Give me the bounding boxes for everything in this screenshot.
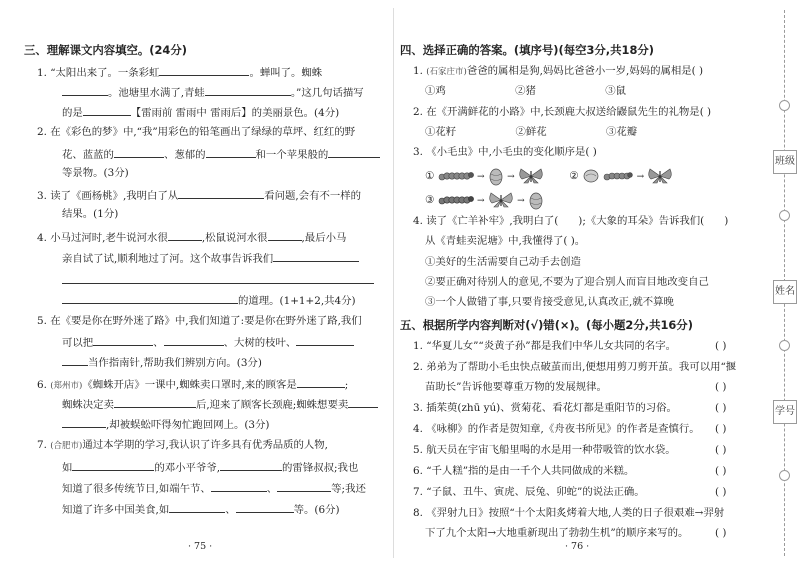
q3-6-line3: ,却被蜈蚣吓得匆忙跑回网上。(3分) <box>62 416 270 432</box>
region-tag: (郑州市) <box>50 381 83 391</box>
judge-answer-paren[interactable]: ( ) <box>715 465 727 477</box>
q3-4-line4: 的道理。(1+1+2,共4分) <box>62 292 356 308</box>
left-page <box>0 0 395 566</box>
student-id-field[interactable]: 学号 <box>773 400 797 424</box>
answer-blank[interactable] <box>211 480 267 492</box>
answer-blank[interactable] <box>277 480 331 492</box>
answer-blank[interactable] <box>114 396 196 408</box>
q4-3-options-row2: ③ → → <box>425 188 544 212</box>
judge-answer-paren[interactable]: ( ) <box>715 402 727 414</box>
q3-7-line2: 如 的邓小平爷爷, 的雷锋叔叔;我也 <box>62 459 358 475</box>
q3-6-line1: 6. (郑州市)《蜘蛛开店》一课中,蜘蛛卖口罩时,来的顾客是 ; <box>37 376 348 393</box>
q4-2-text: 2. 在《开满鲜花的小路》中,长颈鹿大叔送给鼹鼠先生的礼物是( ) <box>413 106 712 118</box>
q3-5-line3: 当作指南针,帮助我们辨别方向。(3分) <box>62 354 262 370</box>
caterpillar-icon <box>603 169 633 183</box>
binding-hole <box>779 210 790 221</box>
q3-1-line1: 1. “太阳出来了。一条彩虹 。蝉叫了。蜘蛛 <box>37 64 322 80</box>
answer-blank[interactable] <box>62 354 88 366</box>
option: ③鼠 <box>605 85 626 97</box>
judge-item: 4. 《咏柳》的作者是贺知章,《舟夜书所见》的作者是查慎行。 <box>413 423 700 435</box>
q3-4-line1: 4. 小马过河时,老牛说河水很 ,松鼠说河水很 ,最后小马 <box>37 229 346 245</box>
judge-item-cont: 下了九个太阳→大地重新现出了勃勃生机”的顺序来写的。 <box>425 527 689 539</box>
q3-5-line1: 5. 在《要是你在野外迷了路》中,我们知道了:要是你在野外迷了路,我们 <box>37 315 362 327</box>
option: ③一个人做错了事,只要肯接受意见,认真改正,就不算晚 <box>425 296 674 308</box>
q3-7-line1: 7. (合肥市)通过本学期的学习,我认识了许多具有优秀品质的人物, <box>37 439 328 451</box>
answer-blank[interactable] <box>220 459 282 471</box>
q3-6-line2: 蜘蛛决定卖 后,迎来了顾客长颈鹿;蜘蛛想要卖 <box>62 396 378 412</box>
answer-blank[interactable] <box>72 459 154 471</box>
answer-blank[interactable] <box>62 84 108 96</box>
q3-7-line3: 知道了很多传统节日,如端午节、 、 等;我还 <box>62 480 366 496</box>
answer-blank[interactable] <box>206 146 256 158</box>
answer-blank[interactable] <box>168 229 202 241</box>
q4-1-text: 1. (石家庄市)爸爸的属相是狗,妈妈比爸爸小一岁,妈妈的属相是( ) <box>413 65 704 77</box>
section3-title: 三、理解课文内容填空。(24分) <box>24 43 187 57</box>
egg-icon <box>582 168 600 184</box>
judge-item: 2. 弟弟为了帮助小毛虫快点破茧而出,便想用剪刀剪开茧。我可以用“揠 <box>413 361 737 373</box>
class-field[interactable]: 班级 <box>773 150 797 174</box>
butterfly-icon <box>488 191 514 209</box>
option: ①花籽 <box>425 126 457 138</box>
q3-5-line2: 可以把 、 、大树的枝叶、 <box>62 334 354 350</box>
judge-answer-paren[interactable]: ( ) <box>715 527 727 539</box>
q3-2-line3: 等景物。(3分) <box>62 167 129 179</box>
option: ③ <box>425 194 435 206</box>
cocoon-icon <box>528 190 544 210</box>
answer-blank[interactable] <box>328 146 380 158</box>
page-divider <box>393 8 394 558</box>
answer-blank[interactable] <box>93 334 153 346</box>
answer-blank[interactable] <box>62 416 106 428</box>
butterfly-icon <box>518 167 544 185</box>
judge-item: 1. “华夏儿女”“炎黄子孙”都是我们中华儿女共同的名字。 <box>413 340 677 352</box>
page-number-left: · 75 · <box>188 541 213 552</box>
judge-answer-paren[interactable]: ( ) <box>715 381 727 393</box>
answer-blank[interactable] <box>62 272 374 284</box>
answer-blank[interactable] <box>348 396 378 408</box>
q3-1-line3: 的是 【雷雨前 雷雨中 雷雨后】的美丽景色。(4分) <box>62 104 339 120</box>
binding-hole <box>779 100 790 111</box>
judge-item: 7. “子鼠、丑牛、寅虎、辰兔、卯蛇”的说法正确。 <box>413 486 645 498</box>
section5-title: 五、根据所学内容判断对(√)错(×)。(每小题2分,共16分) <box>400 318 693 332</box>
section4-title: 四、选择正确的答案。(填序号)(每空3分,共18分) <box>400 43 654 57</box>
q3-3-line2: 结果。(1分) <box>62 208 119 220</box>
judge-answer-paren[interactable]: ( ) <box>715 423 727 435</box>
q3-3-line1: 3. 读了《画杨桃》,我明白了从 看问题,会有不一样的 <box>37 187 361 203</box>
option: ②鲜花 <box>515 126 547 138</box>
binding-strip <box>768 0 800 566</box>
option: ①鸡 <box>425 85 446 97</box>
right-page <box>395 0 800 566</box>
region-tag: (合肥市) <box>50 441 83 451</box>
judge-item: 6. “千人糕”指的是由一千个人共同做成的米糕。 <box>413 465 635 477</box>
answer-blank[interactable] <box>236 501 294 513</box>
page-number-right: · 76 · <box>565 541 590 552</box>
q3-2-line1: 2. 在《彩色的梦》中,“我”用彩色的铅笔画出了绿绿的草坪、红红的野 <box>37 126 356 138</box>
q4-3-text: 3. 《小毛虫》中,小毛虫的变化顺序是( ) <box>413 146 597 158</box>
answer-blank[interactable] <box>159 64 249 76</box>
judge-item-cont: 苗助长”告诉他要尊重万物的发展规律。 <box>425 381 607 393</box>
answer-blank[interactable] <box>62 292 238 304</box>
answer-blank[interactable] <box>268 229 302 241</box>
binding-hole <box>779 470 790 481</box>
judge-answer-paren[interactable]: ( ) <box>715 340 727 352</box>
q3-1-line2: 。池塘里水满了,青蛙 。”这几句话描写 <box>62 84 364 100</box>
option: ②猪 <box>515 85 536 97</box>
q4-3-options-row1: ① → → ② → <box>425 164 673 188</box>
binding-hole <box>779 340 790 351</box>
option: ① <box>425 170 435 182</box>
q3-4-line3 <box>62 272 374 288</box>
judge-item: 8. 《羿射九日》按照“十个太阳炙烤着大地,人类的日子很艰难→羿射 <box>413 507 725 519</box>
answer-blank[interactable] <box>114 146 164 158</box>
q4-1-options <box>425 84 626 98</box>
q3-7-line4: 知道了许多中国美食,如 、 等。(6分) <box>62 501 340 517</box>
answer-blank[interactable] <box>205 84 291 96</box>
option: ③花瓣 <box>605 126 638 138</box>
butterfly-icon <box>647 167 673 185</box>
answer-blank[interactable] <box>273 250 359 262</box>
answer-blank[interactable] <box>83 104 131 116</box>
option: ② <box>569 170 579 182</box>
answer-blank[interactable] <box>297 376 345 388</box>
judge-item: 3. 插茱萸(zhū yú)、赏菊花、看花灯都是重阳节的习俗。 <box>413 402 677 414</box>
judge-item: 5. 航天员在宇宙飞船里喝的水是用一种带吸管的饮水袋。 <box>413 444 676 456</box>
q3-4-line2: 亲自试了试,顺利地过了河。这个故事告诉我们 <box>62 250 359 266</box>
answer-blank[interactable] <box>164 334 224 346</box>
region-tag: (石家庄市) <box>426 67 467 77</box>
option: ②要正确对待别人的意见,不要为了迎合别人而盲目地改变自己 <box>425 276 709 288</box>
cocoon-icon <box>488 166 504 186</box>
name-field[interactable]: 姓名 <box>773 280 797 304</box>
caterpillar-icon <box>438 169 474 183</box>
q3-2-line2: 花、蓝蓝的 、葱郁的 和一个苹果般的 <box>62 146 380 162</box>
q4-2-options <box>425 125 637 139</box>
option: ①美好的生活需要自己动手去创造 <box>425 256 581 268</box>
answer-blank[interactable] <box>296 334 354 346</box>
judge-answer-paren[interactable]: ( ) <box>715 486 727 498</box>
q4-4-line2: 从《青蛙卖泥塘》中,我懂得了( )。 <box>425 235 586 247</box>
q4-4-line1: 4. 读了《亡羊补牢》,我明白了( );《大象的耳朵》告诉我们( ) <box>413 215 729 227</box>
caterpillar-icon <box>438 193 474 207</box>
answer-blank[interactable] <box>169 501 225 513</box>
judge-answer-paren[interactable]: ( ) <box>715 444 727 456</box>
answer-blank[interactable] <box>178 187 264 199</box>
